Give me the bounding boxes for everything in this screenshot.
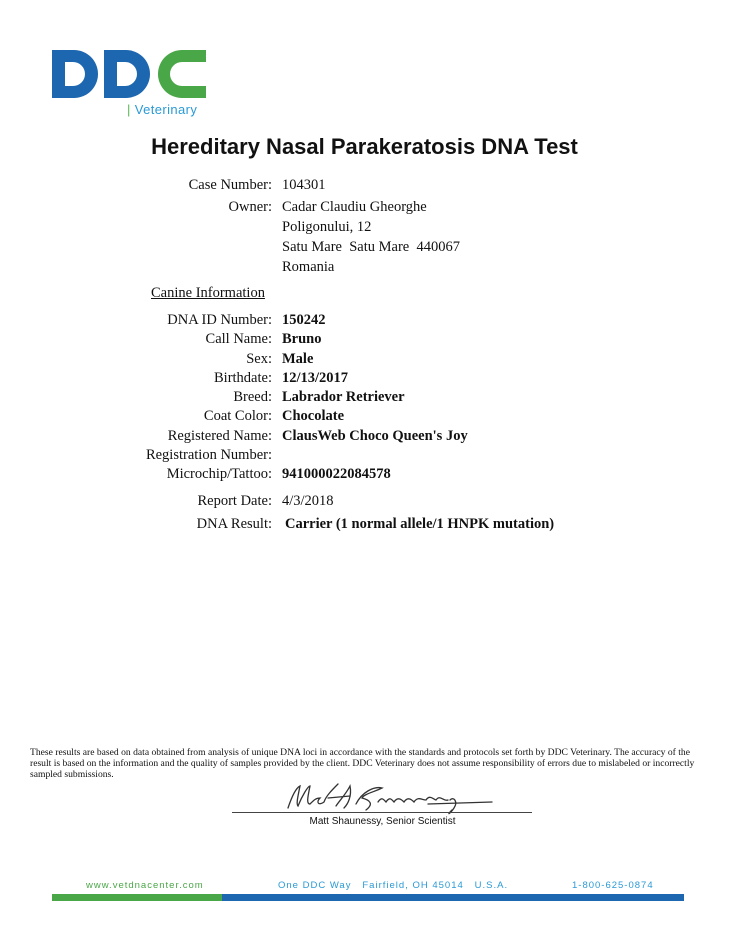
registration-number-label: Registration Number:	[145, 447, 272, 463]
report-date-value: 4/3/2018	[282, 493, 334, 509]
registered-name-value: ClausWeb Choco Queen's Joy	[282, 428, 468, 444]
case-number-label: Case Number:	[188, 177, 272, 193]
registered-name-label: Registered Name:	[167, 428, 272, 444]
breed-label: Breed:	[233, 389, 272, 405]
dna-id-value: 150242	[282, 312, 326, 328]
dna-result-value: Carrier (1 normal allele/1 HNPK mutation)	[285, 516, 555, 532]
microchip-value: 941000022084578	[282, 466, 391, 482]
owner-street: Poligonului, 12	[282, 219, 372, 235]
document-title: Hereditary Nasal Parakeratosis DNA Test	[151, 134, 578, 159]
signatory-name: Matt Shaunessy, Senior Scientist	[309, 816, 456, 827]
sex-label: Sex:	[246, 351, 272, 367]
birthdate-value: 12/13/2017	[282, 370, 349, 386]
footer-address: One DDC Way Fairfield, OH 45014 U.S.A.	[278, 880, 509, 891]
report-date-label: Report Date:	[197, 493, 272, 509]
logo-subtitle: | Veterinary	[127, 102, 198, 117]
footer-phone: 1-800-625-0874	[572, 880, 654, 891]
canine-info-heading: Canine Information	[151, 285, 265, 301]
call-name-value: Bruno	[282, 331, 322, 347]
dna-id-label: DNA ID Number:	[167, 312, 272, 328]
footer-bar-blue	[222, 894, 684, 901]
coat-color-label: Coat Color:	[203, 408, 272, 424]
coat-color-value: Chocolate	[282, 408, 345, 424]
call-name-label: Call Name:	[205, 331, 272, 347]
owner-name: Cadar Claudiu Gheorghe	[282, 199, 427, 215]
microchip-label: Microchip/Tattoo:	[166, 466, 272, 482]
disclaimer-text: These results are based on data obtained from analysis of unique DNA loci in accordance with the standards and protocols set forth by DDC Veterinary. The accuracy of the result is based on the information and the quality of samples provided by the client. DDC Veterinary does not assume responsibility of errors due to mislabeled or incorrectly sampled submissions.	[30, 747, 695, 780]
birthdate-label: Birthdate:	[214, 370, 272, 386]
case-number-value: 104301	[282, 177, 326, 193]
footer-bar-green	[52, 894, 222, 901]
signature-image	[278, 778, 508, 820]
signature-line	[232, 812, 532, 813]
footer-website: www.vetdnacenter.com	[86, 880, 204, 891]
owner-label: Owner:	[228, 199, 272, 215]
owner-country: Romania	[282, 259, 335, 275]
sex-value: Male	[282, 351, 314, 367]
dna-result-label: DNA Result:	[196, 516, 272, 532]
breed-value: Labrador Retriever	[282, 389, 405, 405]
owner-city: Satu Mare Satu Mare 440067	[282, 239, 460, 255]
